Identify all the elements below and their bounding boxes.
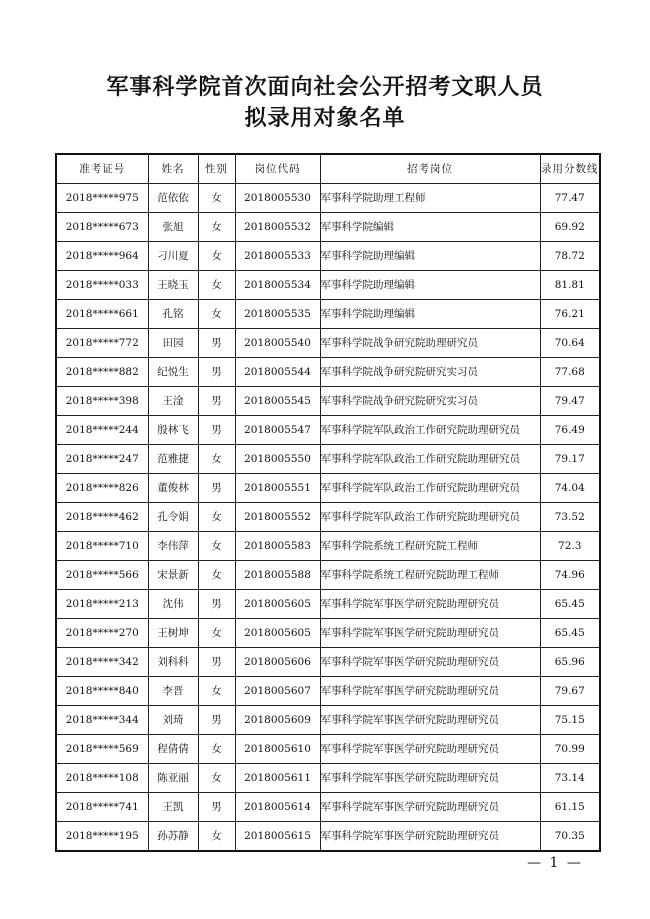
position-cell: 军事科学院助理工程师 (320, 184, 540, 213)
table-row (56, 387, 600, 416)
score-cell: 76.21 (540, 300, 600, 329)
score-cell: 65.45 (540, 619, 600, 648)
position-cell: 军事科学院军事医学研究院助理研究员 (320, 648, 540, 677)
score-cell: 79.17 (540, 445, 600, 474)
score-cell: 79.67 (540, 677, 600, 706)
score-cell: 72.3 (540, 532, 600, 561)
table-row (56, 764, 600, 793)
exam-id-cell: 2018*****975 (56, 184, 148, 213)
position-cell: 军事科学院军事医学研究院助理研究员 (320, 590, 540, 619)
name-cell: 孔令娟 (148, 503, 198, 532)
name-cell: 王晓玉 (148, 271, 198, 300)
gender-cell: 女 (198, 764, 235, 793)
table-row (56, 300, 600, 329)
score-cell: 73.52 (540, 503, 600, 532)
gender-cell: 男 (198, 793, 235, 822)
post-code-cell: 2018005607 (235, 677, 320, 706)
exam-id-cell: 2018*****772 (56, 329, 148, 358)
exam-id-cell: 2018*****710 (56, 532, 148, 561)
exam-id-cell: 2018*****741 (56, 793, 148, 822)
name-cell: 范依依 (148, 184, 198, 213)
table-row (56, 561, 600, 590)
table-row (56, 184, 600, 213)
score-cell: 70.99 (540, 735, 600, 764)
table-row (56, 358, 600, 387)
name-cell: 王淦 (148, 387, 198, 416)
exam-id-cell: 2018*****566 (56, 561, 148, 590)
position-cell: 军事科学院战争研究院助理研究员 (320, 329, 540, 358)
score-cell: 79.47 (540, 387, 600, 416)
exam-id-cell: 2018*****840 (56, 677, 148, 706)
table-row (56, 735, 600, 764)
gender-cell: 男 (198, 358, 235, 387)
gender-cell: 女 (198, 822, 235, 852)
gender-cell: 女 (198, 532, 235, 561)
position-cell: 军事科学院军事医学研究院助理研究员 (320, 706, 540, 735)
gender-cell: 男 (198, 329, 235, 358)
name-cell: 王凯 (148, 793, 198, 822)
exam-id-cell: 2018*****882 (56, 358, 148, 387)
post-code-cell: 2018005550 (235, 445, 320, 474)
gender-cell: 女 (198, 271, 235, 300)
gender-cell: 男 (198, 387, 235, 416)
gender-cell: 男 (198, 474, 235, 503)
score-cell: 65.96 (540, 648, 600, 677)
name-cell: 董俊林 (148, 474, 198, 503)
name-cell: 程倩倩 (148, 735, 198, 764)
position-cell: 军事科学院助理编辑 (320, 242, 540, 271)
score-cell: 78.72 (540, 242, 600, 271)
position-cell: 军事科学院军队政治工作研究院助理研究员 (320, 445, 540, 474)
post-code-cell: 2018005606 (235, 648, 320, 677)
name-cell: 纪悦生 (148, 358, 198, 387)
post-code-cell: 2018005614 (235, 793, 320, 822)
name-cell: 刘琦 (148, 706, 198, 735)
position-cell: 军事科学院军队政治工作研究院助理研究员 (320, 474, 540, 503)
post-code-cell: 2018005583 (235, 532, 320, 561)
name-cell: 宋景新 (148, 561, 198, 590)
score-cell: 70.64 (540, 329, 600, 358)
gender-cell: 女 (198, 619, 235, 648)
gender-cell: 女 (198, 735, 235, 764)
post-code-cell: 2018005535 (235, 300, 320, 329)
position-cell: 军事科学院系统工程研究院工程师 (320, 532, 540, 561)
exam-id-cell: 2018*****247 (56, 445, 148, 474)
name-cell: 王树坤 (148, 619, 198, 648)
name-cell: 刘科科 (148, 648, 198, 677)
gender-cell: 女 (198, 677, 235, 706)
gender-cell: 男 (198, 648, 235, 677)
post-code-cell: 2018005540 (235, 329, 320, 358)
score-cell: 75.15 (540, 706, 600, 735)
table-row (56, 822, 600, 852)
gender-cell: 女 (198, 213, 235, 242)
score-cell: 77.47 (540, 184, 600, 213)
post-code-cell: 2018005534 (235, 271, 320, 300)
name-cell: 范雅捷 (148, 445, 198, 474)
post-code-cell: 2018005547 (235, 416, 320, 445)
column-header-post-code: 岗位代码 (235, 154, 320, 184)
table-row (56, 706, 600, 735)
post-code-cell: 2018005533 (235, 242, 320, 271)
table-row (56, 793, 600, 822)
table-row (56, 416, 600, 445)
score-cell: 77.68 (540, 358, 600, 387)
gender-cell: 女 (198, 184, 235, 213)
table-row (56, 677, 600, 706)
gender-cell: 男 (198, 416, 235, 445)
name-cell: 田园 (148, 329, 198, 358)
name-cell: 张旭 (148, 213, 198, 242)
column-header-name: 姓名 (148, 154, 198, 184)
exam-id-cell: 2018*****270 (56, 619, 148, 648)
table-row (56, 271, 600, 300)
post-code-cell: 2018005530 (235, 184, 320, 213)
position-cell: 军事科学院军事医学研究院助理研究员 (320, 619, 540, 648)
post-code-cell: 2018005611 (235, 764, 320, 793)
table-row (56, 474, 600, 503)
table-row (56, 648, 600, 677)
score-cell: 69.92 (540, 213, 600, 242)
gender-cell: 女 (198, 503, 235, 532)
post-code-cell: 2018005588 (235, 561, 320, 590)
exam-id-cell: 2018*****569 (56, 735, 148, 764)
gender-cell: 女 (198, 300, 235, 329)
name-cell: 刁川夏 (148, 242, 198, 271)
score-cell: 76.49 (540, 416, 600, 445)
position-cell: 军事科学院助理编辑 (320, 300, 540, 329)
exam-id-cell: 2018*****964 (56, 242, 148, 271)
exam-id-cell: 2018*****213 (56, 590, 148, 619)
position-cell: 军事科学院编辑 (320, 213, 540, 242)
column-header-exam-id: 准考证号 (56, 154, 148, 184)
score-cell: 81.81 (540, 271, 600, 300)
score-cell: 65.45 (540, 590, 600, 619)
column-header-score: 录用分数线 (540, 154, 600, 184)
position-cell: 军事科学院军事医学研究院助理研究员 (320, 677, 540, 706)
name-cell: 沈伟 (148, 590, 198, 619)
post-code-cell: 2018005532 (235, 213, 320, 242)
table-row (56, 503, 600, 532)
post-code-cell: 2018005615 (235, 822, 320, 852)
gender-cell: 女 (198, 445, 235, 474)
document-subtitle: 拟录用对象名单 (244, 105, 406, 131)
column-header-position: 招考岗位 (320, 154, 540, 184)
post-code-cell: 2018005605 (235, 590, 320, 619)
post-code-cell: 2018005544 (235, 358, 320, 387)
exam-id-cell: 2018*****344 (56, 706, 148, 735)
table-header-row (56, 154, 600, 184)
column-header-gender: 性别 (198, 154, 235, 184)
score-cell: 73.14 (540, 764, 600, 793)
name-cell: 孙苏静 (148, 822, 198, 852)
score-cell: 74.04 (540, 474, 600, 503)
position-cell: 军事科学院军事医学研究院助理研究员 (320, 735, 540, 764)
position-cell: 军事科学院军队政治工作研究院助理研究员 (320, 503, 540, 532)
score-cell: 61.15 (540, 793, 600, 822)
post-code-cell: 2018005551 (235, 474, 320, 503)
name-cell: 陈亚丽 (148, 764, 198, 793)
post-code-cell: 2018005610 (235, 735, 320, 764)
post-code-cell: 2018005545 (235, 387, 320, 416)
exam-id-cell: 2018*****108 (56, 764, 148, 793)
name-cell: 孔铭 (148, 300, 198, 329)
position-cell: 军事科学院军事医学研究院助理研究员 (320, 764, 540, 793)
exam-id-cell: 2018*****342 (56, 648, 148, 677)
exam-id-cell: 2018*****673 (56, 213, 148, 242)
table-row (56, 619, 600, 648)
gender-cell: 女 (198, 561, 235, 590)
table-row (56, 242, 600, 271)
position-cell: 军事科学院助理编辑 (320, 271, 540, 300)
position-cell: 军事科学院系统工程研究院助理工程师 (320, 561, 540, 590)
gender-cell: 男 (198, 706, 235, 735)
table-row (56, 213, 600, 242)
document-title: 军事科学院首次面向社会公开招考文职人员 (106, 74, 544, 100)
table-row (56, 445, 600, 474)
post-code-cell: 2018005552 (235, 503, 320, 532)
name-cell: 李晋 (148, 677, 198, 706)
exam-id-cell: 2018*****195 (56, 822, 148, 852)
exam-id-cell: 2018*****244 (56, 416, 148, 445)
post-code-cell: 2018005609 (235, 706, 320, 735)
gender-cell: 男 (198, 590, 235, 619)
exam-id-cell: 2018*****462 (56, 503, 148, 532)
score-cell: 70.35 (540, 822, 600, 852)
exam-id-cell: 2018*****661 (56, 300, 148, 329)
position-cell: 军事科学院战争研究院研究实习员 (320, 358, 540, 387)
table-row (56, 532, 600, 561)
name-cell: 李伟萍 (148, 532, 198, 561)
position-cell: 军事科学院军事医学研究院助理研究员 (320, 822, 540, 852)
table-row (56, 329, 600, 358)
name-cell: 殷林飞 (148, 416, 198, 445)
score-cell: 74.96 (540, 561, 600, 590)
table-row (56, 590, 600, 619)
position-cell: 军事科学院战争研究院研究实习员 (320, 387, 540, 416)
position-cell: 军事科学院军队政治工作研究院助理研究员 (320, 416, 540, 445)
position-cell: 军事科学院军事医学研究院助理研究员 (320, 793, 540, 822)
candidate-table (55, 153, 601, 852)
exam-id-cell: 2018*****033 (56, 271, 148, 300)
page-number: — 1 — (527, 855, 583, 871)
exam-id-cell: 2018*****826 (56, 474, 148, 503)
post-code-cell: 2018005605 (235, 619, 320, 648)
exam-id-cell: 2018*****398 (56, 387, 148, 416)
gender-cell: 女 (198, 242, 235, 271)
